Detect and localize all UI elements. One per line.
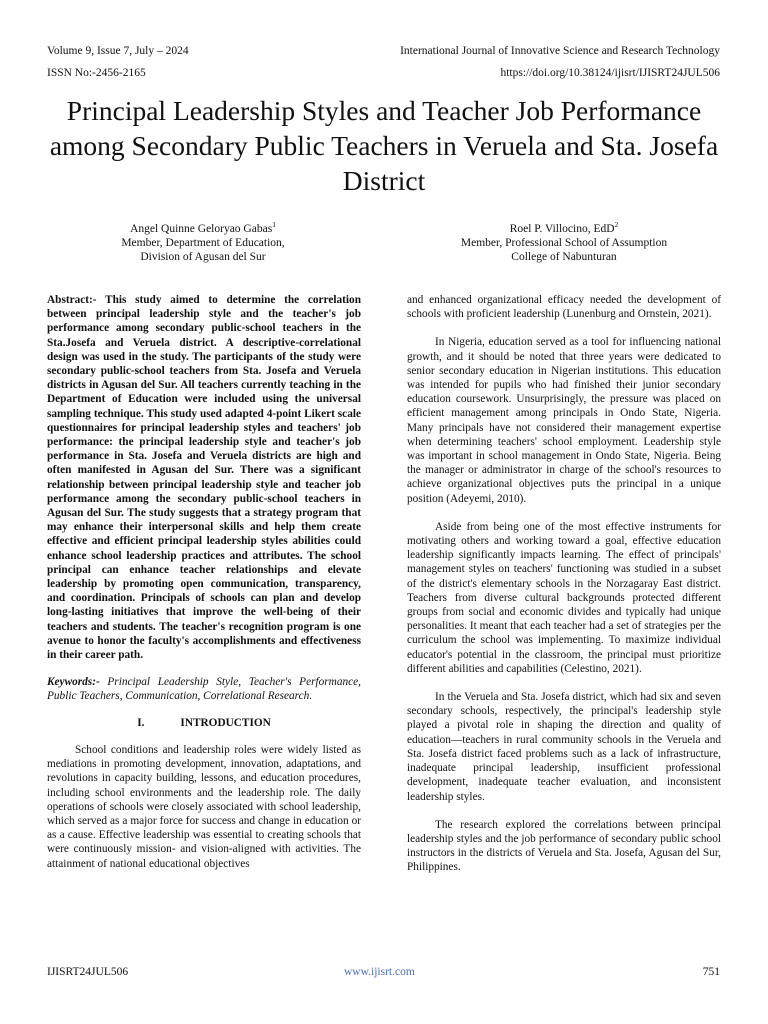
author-name: Angel Quinne Geloryao Gabas — [130, 223, 273, 235]
page-number: 751 — [702, 966, 720, 978]
author-affiliation: Member, Department of Education, — [121, 237, 285, 249]
section-number: I. — [137, 716, 145, 729]
footer-paper-id: IJISRT24JUL506 — [47, 966, 129, 978]
body-paragraph: The research explored the correlations between principal leadership styles and the job performance of secondary public school instructors in the districts of Veruela and Sta. Josefa, Agusan del Sur, Philippines. — [407, 818, 721, 874]
body-paragraph: and enhanced organizational efficacy needed the development of schools with proficient leadership (Lunenburg and Ornstein, 2021). — [407, 294, 721, 321]
author-affiliation-mark: 2 — [614, 220, 619, 229]
intro-paragraph: School conditions and leadership roles were widely listed as mediations in promoting development, innovation, adaptations, and revolutions in capacity building, lessons, and education procedures, including school environments and the leadership role. The daily operations of schools were closely associated with school leadership, which served as a major force for success and change in education or as a cause. Effective leadership was essential to creating schools that were continuously mission- and vision-aligned with activities. The attainment of national educational objectives — [47, 743, 361, 870]
author-block-1 — [73, 222, 333, 264]
body-paragraph: Aside from being one of the most effective instruments for motivating others and working toward a goal, effective education leadership significantly impacts learning. The effect of principals' management styles on teachers' functioning was studied in a subset of the district's elementary schools in the Norzagaray East district. Teachers from diverse cultural backgrounds protected different groups from social and economic divides and typically had unique personalities. It meant that each teacher had a set of strategies per the curriculum the school was implementing. To maximize individual educator's potential in the classroom, the principal must prioritize different abilities and capabilities (Celestino, 2021). — [407, 520, 721, 675]
right-column — [407, 293, 721, 875]
footer-website-link[interactable]: www.ijisrt.com — [344, 966, 415, 978]
paper-title: Principal Leadership Styles and Teacher Job Performance among Secondary Public Teachers in Veruela and Sta. Josefa District — [49, 95, 719, 196]
author-block-2 — [434, 222, 694, 264]
journal-name: International Journal of Innovative Science and Research Technology — [400, 45, 720, 57]
body-paragraph: In the Veruela and Sta. Josefa district, which had six and seven secondary schools, respectively, the principal's leadership style played a pivotal role in shaping the direction and quality of education—teachers in rural community schools in the Veruela and Sta. Josefa district faced problems such as a lack of infrastructure, inadequate principal leadership, insufficient professional development, inadequate teacher evaluation, and inconsistent leadership styles. — [407, 691, 721, 803]
keywords-label: Keywords:- — [47, 676, 100, 689]
left-column — [47, 293, 361, 871]
issn: ISSN No:-2456-2165 — [47, 67, 146, 79]
author-affiliation: Division of Agusan del Sur — [140, 251, 266, 263]
section-title: INTRODUCTION — [180, 716, 271, 729]
keywords-text: Principal Leadership Style, Teacher's Performance, Public Teachers, Communication, Correlational Research. — [47, 676, 361, 703]
author-name: Roel P. Villocino, EdD — [509, 223, 615, 235]
author-affiliation-mark: 1 — [272, 220, 276, 229]
section-heading — [47, 716, 361, 730]
keywords — [47, 675, 361, 703]
body-paragraph: In Nigeria, education served as a tool for influencing national growth, and it should be noted that three years were dedicated to senior secondary education in Nigerian institutions. This education was intended for pupils who had finished their junior secondary education coursework. Unsurprisingly, the pressure was placed on efficient management among principals in Ondo State, Nigeria. Many principals have not considered their management expertise when determining teachers' school employment. Leadership style was important in school management in Ondo State, Nigeria. Being the manager or administrator in charge of the school's resources to achieve organizational objectives puts the principal in a unique position (Adeyemi, 2010). — [407, 336, 721, 505]
author-affiliation: Member, Professional School of Assumption — [460, 237, 668, 249]
doi-link[interactable]: https://doi.org/10.38124/ijisrt/IJISRT24JUL506 — [500, 67, 720, 79]
abstract: Abstract:- This study aimed to determine the correlation between principal leadership style and the teacher's job performance among secondary public-school teachers in the Sta.Josefa and Veruela district. A descriptive-correlational design was used in the study. The participants of the study were secondary public-school teachers from Sta. Josefa and Veruela districts in Agusan del Sur. All teachers currently teaching in the Department of Education were included using the universal sampling technique. This study used adapted 4-point Likert scale questionnaires for principal leadership styles and teachers' job performance: the principal leadership style and teacher's job performance in Sta. Josefa and Veruela districts are high and often manifested in Agusan del Sur. There was a significant relationship between principal leadership style and teacher job performance among the secondary public-school teachers in Agusan del Sur. The study suggests that a strategy program that may enhance their interpersonal skills and help them create effective and efficient principal leadership styles abilities could enhance school leadership practices and attributes. The school principal can enhance teacher relationships and elevate leadership by promoting open communication, transparency, and coordination. Principals of schools can plan and develop long-lasting initiatives that improve the well-being of their teachers and students. The teacher's recognition program is one avenue to honor the faculty's accomplishments and effectiveness in their career path. — [47, 294, 361, 662]
volume-issue: Volume 9, Issue 7, July – 2024 — [47, 45, 189, 57]
author-affiliation: College of Nabunturan — [511, 251, 617, 263]
